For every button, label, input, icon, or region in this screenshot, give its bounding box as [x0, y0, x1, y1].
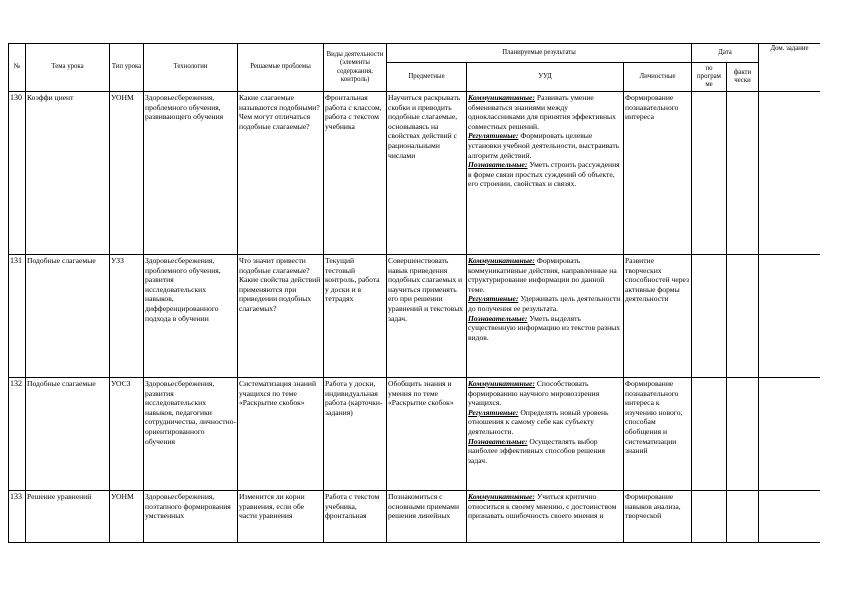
row-topic: Решение уравнений	[26, 491, 110, 543]
row-activity: Фронтальная работа с классом, работа с текстом учебника	[324, 92, 387, 255]
uud-item: Коммуникативные: Развивать умение обмениваться знаниями между одноклассниками для принятия эффективных совместных решений.	[468, 93, 616, 131]
row-personal: Развитие творческих способностей через активные формы деятельности	[624, 255, 692, 378]
uud-item: Коммуникативные: Формировать коммуникативные действия, направленные на структурирование информации по данной теме.	[468, 256, 617, 294]
header-date-plan: по програм ме	[692, 63, 727, 92]
row-problems: Изменится ли корни уравнения, если обе части уравнения	[238, 491, 324, 543]
uud-item: Коммуникативные: Учиться критично относиться к своему мнению, с достоинством признавать ошибочность своего мнения и	[468, 492, 617, 521]
row-subject: Совершенствовать навык приведения подобных слагаемых и научиться применять его при решении уравнений и текстовых задач.	[387, 255, 467, 378]
row-date-fact	[727, 491, 759, 543]
row-type: УОСЗ	[110, 378, 144, 491]
row-num: 132	[9, 378, 26, 491]
header-subject: Предметные	[387, 63, 467, 92]
table-row	[9, 255, 821, 378]
row-problems: Какие слагаемые называются подобными? Чем могут отличаться подобные слагаемые?	[238, 92, 324, 255]
row-activity: Текущий тестовый контроль, работа у доски и в тетрадях	[324, 255, 387, 378]
row-date-fact	[727, 92, 759, 255]
table-row	[9, 491, 821, 543]
header-problems: Решаемые проблемы	[238, 44, 324, 92]
uud-item: Познавательные: Осуществлять выбор наиболее эффективных способов решения задач.	[468, 436, 606, 465]
row-uud	[467, 491, 624, 543]
lesson-plan-page	[8, 43, 820, 545]
row-tech: Здоровьесбережения, поэтапного формирования умственных	[144, 491, 238, 543]
uud-item: Регулятивные: Удерживать цель деятельности до получения ее результата.	[468, 294, 621, 313]
table-row	[9, 378, 821, 491]
row-num: 130	[9, 92, 26, 255]
row-subject: Познакомиться с основными приемами решения линейных	[387, 491, 467, 543]
uud-item: Регулятивные: Определять новый уровень отношения к самому себе как субъекту деятельности.	[468, 407, 609, 436]
row-tech: Здоровьесбережения, проблемного обучения, развивающего обучения	[144, 92, 238, 255]
row-personal: Формирование познавательного интереса	[624, 92, 692, 255]
row-date-fact	[727, 378, 759, 491]
row-topic: Коэффи циент	[26, 92, 110, 255]
header-homework: Дом. задание	[759, 44, 820, 92]
header-date: Дата	[692, 44, 759, 63]
row-type: УЗЗ	[110, 255, 144, 378]
row-tech: Здоровьесбережения, проблемного обучения, развития исследовательских навыков, дифференцированного подхода в обучении	[144, 255, 238, 378]
header-num: №	[9, 44, 26, 92]
uud-item: Познавательные: Уметь выделять существенную информацию из текстов разных видов.	[468, 313, 621, 342]
uud-item: Регулятивные: Формировать целевые установки учебной деятельности, выстраивать алгоритм действий.	[468, 131, 620, 160]
row-topic: Подобные слагаемые	[26, 255, 110, 378]
row-date-plan	[692, 491, 727, 543]
row-homework	[759, 491, 820, 543]
row-date-fact	[727, 255, 759, 378]
header-tech: Технологии	[144, 44, 238, 92]
row-tech: Здоровьесбережения, развития исследовательских навыков, педагогики сотрудничества, личностно-ориентированного обучения	[144, 378, 238, 491]
lesson-plan-table	[8, 43, 820, 543]
uud-item: Познавательные: Уметь строить рассуждения в форме связи простых суждений об объекте, его строении, свойствах и связях.	[468, 160, 620, 189]
row-date-plan	[692, 378, 727, 491]
row-activity: Работа у доски, индивидуальная работа (карточки-задания)	[324, 378, 387, 491]
header-date-fact: факти чески	[727, 63, 759, 92]
row-type: УОНМ	[110, 92, 144, 255]
row-homework	[759, 378, 820, 491]
row-date-plan	[692, 92, 727, 255]
table-row	[9, 92, 821, 255]
row-personal: Формирование навыков анализа, творческой	[624, 491, 692, 543]
row-uud	[467, 92, 624, 255]
row-uud	[467, 255, 624, 378]
row-personal: Формирование познавательного интереса к изучению нового, способам обобщения и систематизации знаний	[624, 378, 692, 491]
row-uud	[467, 378, 624, 491]
header-activity: Виды деятельности (элементы содержания, контроль)	[324, 44, 387, 92]
row-problems: Что значит привести подобные слагаемые? Какие свойства действий применяются при приведении подобных слагаемых?	[238, 255, 324, 378]
row-type: УОНМ	[110, 491, 144, 543]
row-topic: Подобные слагаемые	[26, 378, 110, 491]
header-type: Тип урока	[110, 44, 144, 92]
header-topic: Тема урока	[26, 44, 110, 92]
row-homework	[759, 92, 820, 255]
row-subject: Обобщить знания и умения по теме «Раскрытие скобок»	[387, 378, 467, 491]
row-num: 131	[9, 255, 26, 378]
row-num: 133	[9, 491, 26, 543]
row-date-plan	[692, 255, 727, 378]
row-problems: Систематизация знаний учащихся по теме «Раскрытие скобок»	[238, 378, 324, 491]
header-uud: УУД	[467, 63, 624, 92]
row-homework	[759, 255, 820, 378]
row-subject: Научиться раскрывать скобки и приводить подобные слагаемые, основываясь на свойствах действий с рациональными числами	[387, 92, 467, 255]
uud-item: Коммуникативные: Способствовать формированию научного мировоззрения учащихся.	[468, 379, 600, 408]
header-personal: Личностные	[624, 63, 692, 92]
header-row-top	[9, 44, 821, 63]
row-activity: Работа с текстом учебника, фронтальная	[324, 491, 387, 543]
header-results: Планируемые результаты	[387, 44, 692, 63]
